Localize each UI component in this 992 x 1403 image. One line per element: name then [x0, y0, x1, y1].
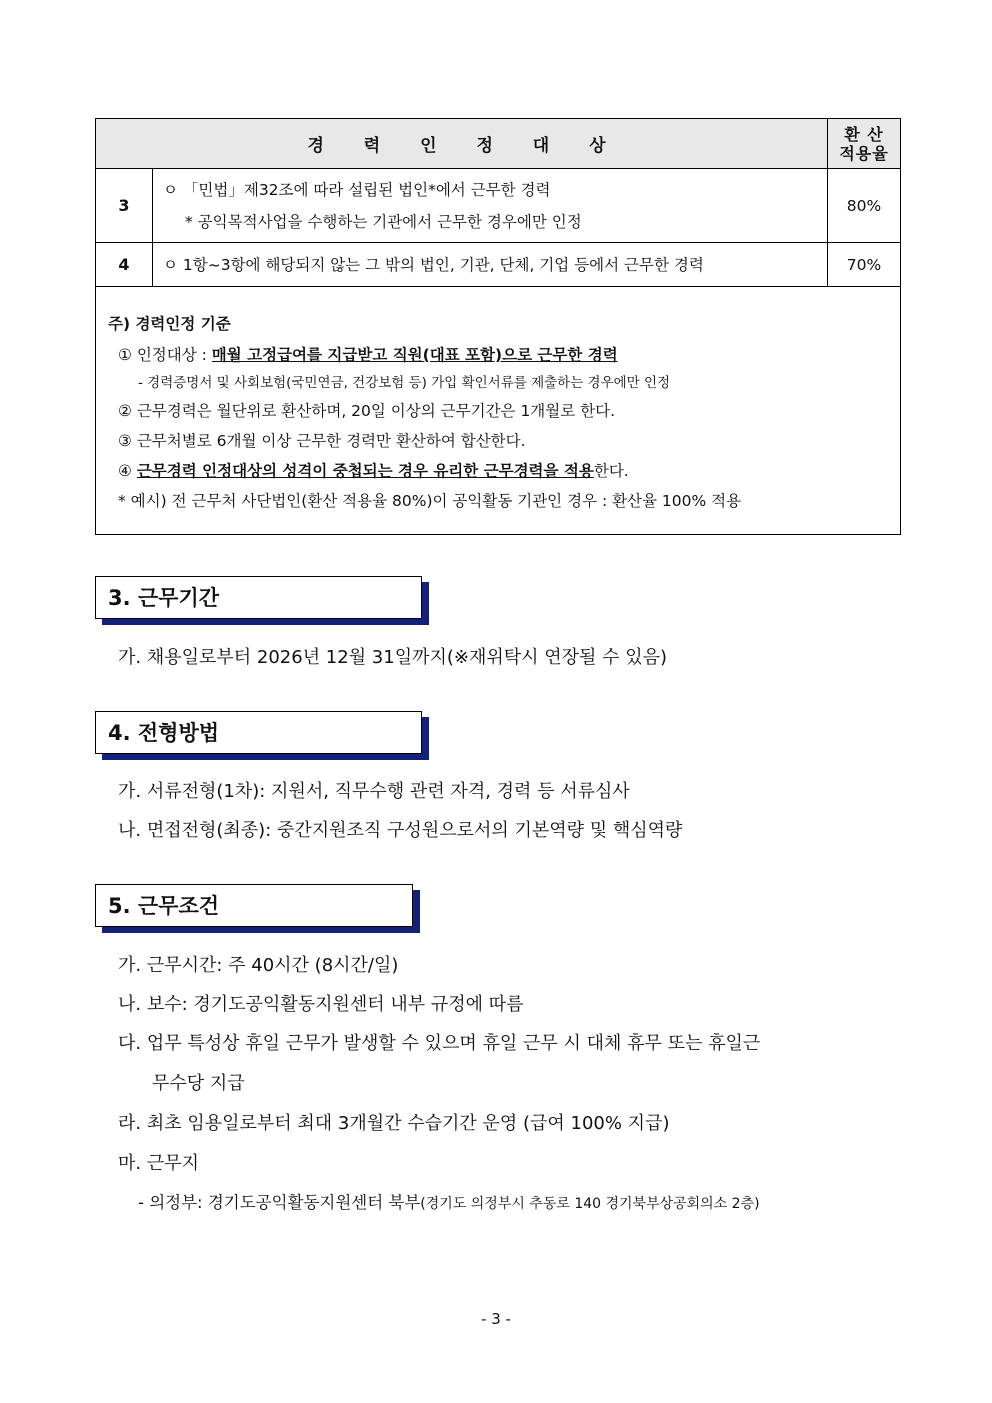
page-number: - 3 -	[481, 1310, 511, 1328]
row-number: 3	[96, 169, 153, 243]
note-item: ① 인정대상 : 매월 고정급여를 지급받고 직원(대표 포함)으로 근무한 경력	[118, 346, 618, 364]
note-item: ② 근무경력은 월단위로 환산하며, 20일 이상의 근무기간은 1개월로 한다.	[118, 402, 616, 420]
work-location: - 의정부: 경기도공익활동지원센터 북부(경기도 의정부시 추동로 140 경기북부상공회의소 2층)	[138, 1193, 760, 1212]
condition-item: 가. 근무시간: 주 40시간 (8시간/일)	[118, 955, 399, 976]
note-item: ④ 근무경력 인정대상의 성격이 중첩되는 경우 유리한 근무경력을 적용한다.	[118, 462, 629, 480]
condition-item: 라. 최초 임용일로부터 최대 3개월간 수습기간 운영 (급여 100% 지급)	[118, 1113, 670, 1134]
note-subitem: - 경력증명서 및 사회보험(국민연금, 건강보험 등) 가입 확인서류를 제출하는 경우에만 인정	[138, 375, 671, 391]
selection-item: 가. 서류전형(1차): 지원서, 직무수행 관련 자격, 경력 등 서류심사	[118, 781, 630, 802]
section-header-work-period: 3. 근무기간	[95, 576, 422, 619]
table-row	[96, 243, 901, 287]
notes-title: 주) 경력인정 기준	[108, 315, 231, 333]
table-header-rate: 환 산 적용율	[828, 119, 901, 169]
section-header-work-conditions: 5. 근무조건	[95, 884, 413, 927]
note-example: * 예시) 전 근무처 사단법인(환산 적용율 80%)이 공익활동 기관인 경우 : 환산율 100% 적용	[118, 492, 742, 510]
row-rate: 80%	[828, 169, 901, 243]
section-header-selection-method: 4. 전형방법	[95, 711, 422, 754]
table-row	[96, 169, 901, 243]
career-criteria-notes	[96, 287, 901, 535]
career-recognition-table	[95, 118, 901, 535]
table-header-target: 경 력 인 정 대 상	[96, 119, 828, 169]
condition-item: 다. 업무 특성상 휴일 근무가 발생할 수 있으며 휴일 근무 시 대체 휴무 또는 휴일근	[118, 1033, 761, 1054]
condition-item: 마. 근무지	[118, 1153, 199, 1174]
row-content: ㅇ 1항~3항에 해당되지 않는 그 밖의 법인, 기관, 단체, 기업 등에서 근무한 경력	[153, 243, 828, 287]
row-rate: 70%	[828, 243, 901, 287]
note-item: ③ 근무처별로 6개월 이상 근무한 경력만 환산하여 합산한다.	[118, 432, 526, 450]
work-period-item: 가. 채용일로부터 2026년 12월 31일까지(※재위탁시 연장될 수 있음)	[118, 647, 668, 668]
condition-item-continuation: 무수당 지급	[152, 1073, 245, 1094]
row-number: 4	[96, 243, 153, 287]
selection-item: 나. 면접전형(최종): 중간지원조직 구성원으로서의 기본역량 및 핵심역량	[118, 820, 683, 841]
condition-item: 나. 보수: 경기도공익활동지원센터 내부 규정에 따름	[118, 994, 524, 1015]
row-content: ㅇ 「민법」제32조에 따라 설립된 법인*에서 근무한 경력 * 공익목적사업을 수행하는 기관에서 근무한 경우에만 인정	[153, 169, 828, 243]
